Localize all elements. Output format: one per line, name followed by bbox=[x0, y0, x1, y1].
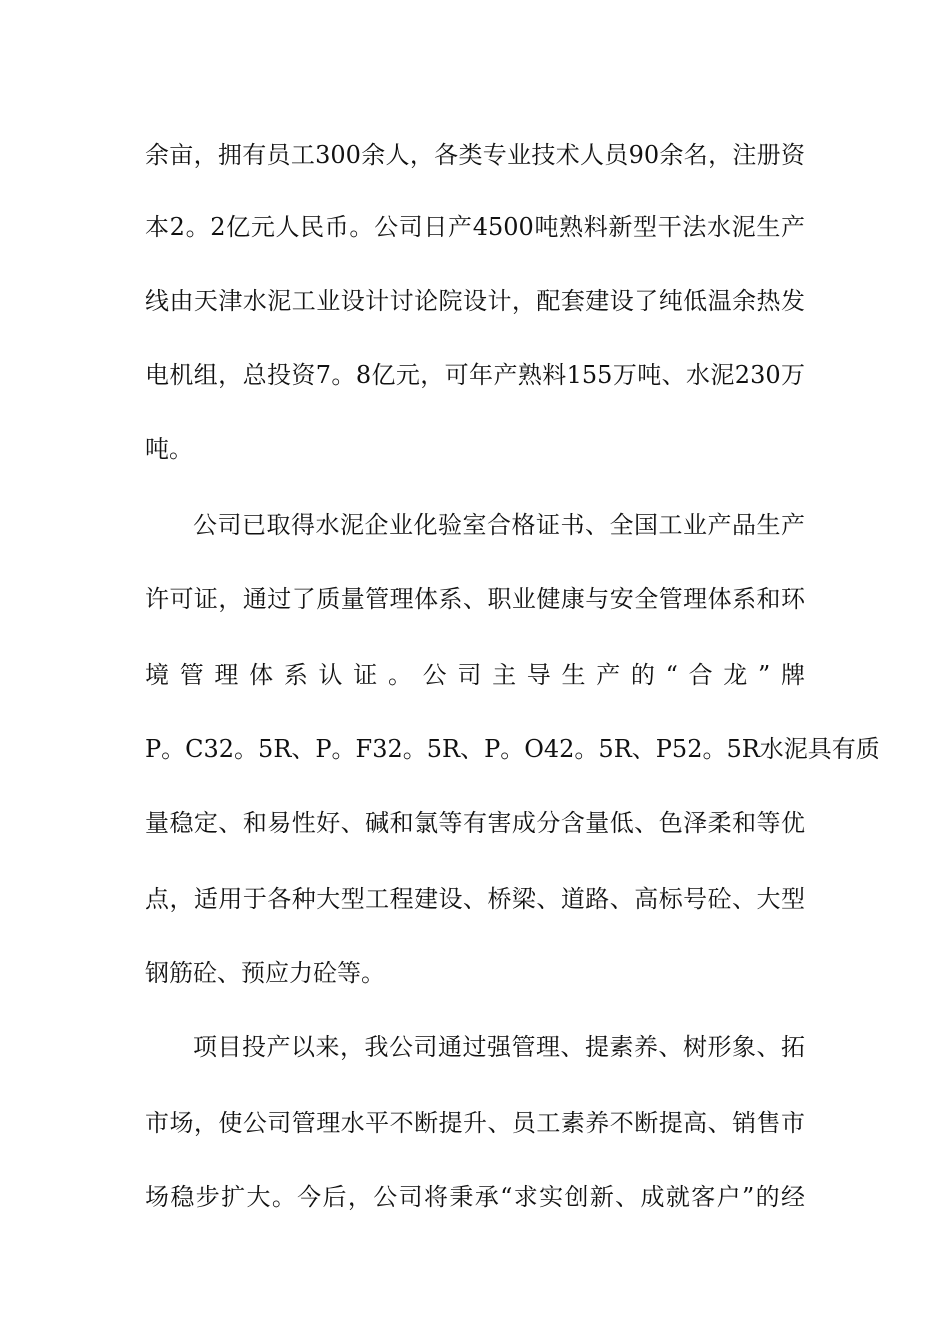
text-line: 本2。2亿元人民币。公司日产4500吨熟料新型干法水泥生产 bbox=[145, 213, 805, 241]
text-line: 余亩，拥有员工300余人，各类专业技术人员90余名，注册资 bbox=[145, 141, 805, 169]
text-line: 线由天津水泥工业设计讨论院设计，配套建设了纯低温余热发 bbox=[145, 287, 805, 315]
text-line: 场稳步扩大。今后，公司将秉承“求实创新、成就客户”的经 bbox=[145, 1183, 805, 1211]
text-line: 钢筋砼、预应力砼等。 bbox=[145, 959, 385, 987]
text-line: P。C32。5R、P。F32。5R、P。O42。5R、P52。5R水泥具有质 bbox=[145, 735, 880, 763]
paragraph-start-line: 项目投产以来，我公司通过强管理、提素养、树形象、拓 bbox=[193, 1033, 805, 1061]
text-line: 吨。 bbox=[145, 435, 193, 463]
text-line: 电机组，总投资7。8亿元，可年产熟料155万吨、水泥230万 bbox=[145, 361, 805, 389]
text-line: 量稳定、和易性好、碱和氯等有害成分含量低、色泽柔和等优 bbox=[145, 809, 805, 837]
text-line: 市场，使公司管理水平不断提升、员工素养不断提高、销售市 bbox=[145, 1109, 805, 1137]
text-line: 点，适用于各种大型工程建设、桥梁、道路、高标号砼、大型 bbox=[145, 885, 805, 913]
paragraph-start-line: 公司已取得水泥企业化验室合格证书、全国工业产品生产 bbox=[193, 511, 805, 539]
text-line: 境管理体系认证。公司主导生产的“合龙”牌 bbox=[145, 661, 805, 689]
text-line: 许可证，通过了质量管理体系、职业健康与安全管理体系和环 bbox=[145, 585, 805, 613]
